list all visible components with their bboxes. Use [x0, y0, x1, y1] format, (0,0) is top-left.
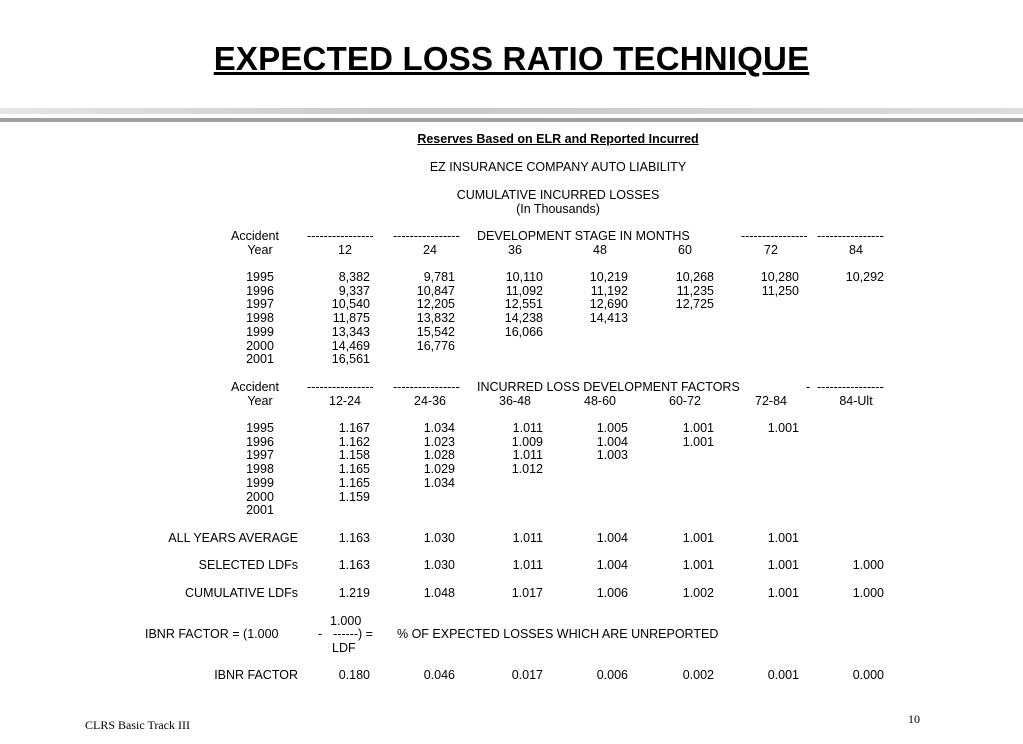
row-year: 2001	[246, 352, 274, 367]
summary-cell: 1.001	[767, 558, 799, 572]
summary-cell: 1.163	[338, 531, 370, 545]
formula-numerator: 1.000	[330, 614, 362, 628]
row-year: 2000	[246, 489, 274, 504]
summary-cell: 1.030	[423, 558, 455, 572]
table-cell: 11,250	[761, 283, 799, 298]
table-cell: 10,847	[416, 283, 455, 298]
divider-light	[0, 108, 1023, 114]
column-header: 48	[593, 243, 607, 257]
dash-separator: ----------------	[817, 229, 884, 243]
column-header: 24-36	[414, 394, 446, 408]
formula-right: % OF EXPECTED LOSSES WHICH ARE UNREPORTED	[397, 627, 719, 641]
table-cell: 1.028	[423, 448, 455, 463]
table-cell: 11,235	[676, 283, 714, 298]
dash-separator: ----------------	[393, 229, 460, 243]
table-cell: 1.034	[423, 421, 455, 435]
ibnr-label: IBNR FACTOR	[214, 668, 298, 682]
summary-cell: 1.006	[596, 586, 628, 600]
ibnr-cell: 0.000	[852, 668, 884, 682]
table-cell: 1.029	[423, 462, 455, 477]
table-cell: 1.001	[767, 421, 799, 435]
table-cell: 10,219	[589, 270, 628, 284]
table-cell: 1.001	[682, 434, 714, 449]
column-header: 36-48	[499, 394, 531, 408]
table-cell: 1.023	[423, 434, 455, 449]
row-year: 1998	[246, 311, 274, 326]
summary-cell: 1.001	[682, 558, 714, 572]
table-cell: 10,292	[845, 270, 884, 284]
summary-cell: 1.001	[682, 531, 714, 545]
losses-title: CUMULATIVE INCURRED LOSSES	[456, 188, 660, 202]
ibnr-cell: 0.006	[596, 668, 628, 682]
column-header: 12	[338, 243, 352, 257]
table-cell: 1.167	[338, 421, 370, 435]
summary-cell: 1.004	[596, 531, 628, 545]
table-cell: 11,092	[505, 283, 543, 298]
summary-cell: 1.001	[767, 531, 799, 545]
dash-separator: ----------------	[741, 229, 808, 243]
row-year: 2000	[246, 338, 274, 353]
table-cell: 16,561	[331, 352, 370, 367]
table-cell: 1.003	[596, 448, 628, 463]
table-cell: 9,337	[338, 283, 370, 298]
row-year: 1999	[246, 324, 274, 339]
table-cell: 1.011	[512, 448, 543, 463]
table-heading: Reserves Based on ELR and Reported Incurred	[417, 132, 699, 146]
row-year: 1998	[246, 462, 274, 477]
table-cell: 1.034	[423, 475, 455, 490]
summary-cell: 1.011	[512, 531, 543, 545]
summary-cell: 1.017	[511, 586, 543, 600]
table-cell: 16,066	[504, 324, 543, 339]
table-cell: 10,268	[675, 270, 714, 284]
table-cell: 13,832	[416, 311, 455, 326]
table-cell: 16,776	[416, 338, 455, 353]
company-name: EZ INSURANCE COMPANY AUTO LIABILITY	[429, 160, 687, 174]
table-cell: 1.012	[511, 462, 543, 477]
table-cell: 1.005	[596, 421, 628, 435]
table-cell: 1.004	[596, 434, 628, 449]
summary-cell: 1.000	[852, 586, 884, 600]
row-year: 1995	[246, 270, 274, 284]
summary-cell: 1.163	[338, 558, 370, 572]
table-cell: 8,382	[338, 270, 370, 284]
dash-separator: ----------------	[307, 229, 374, 243]
accident-label: Accident	[231, 229, 279, 243]
units-note: (In Thousands)	[516, 202, 600, 216]
footer-course: CLRS Basic Track III	[85, 718, 190, 732]
table-cell: 10,540	[331, 297, 370, 312]
development-factors-header: INCURRED LOSS DEVELOPMENT FACTORS	[477, 380, 740, 394]
column-header: 60-72	[669, 394, 701, 408]
table-cell: 1.162	[338, 434, 370, 449]
ibnr-cell: 0.017	[511, 668, 543, 682]
development-stage-header: DEVELOPMENT STAGE IN MONTHS	[477, 229, 690, 243]
summary-cell: 1.000	[852, 558, 884, 572]
dash-separator: ----------------	[393, 380, 460, 394]
table-cell: 14,469	[331, 338, 370, 353]
summary-cell: 1.048	[423, 586, 455, 600]
ibnr-cell: 0.180	[338, 668, 370, 682]
table-cell: 12,205	[416, 297, 455, 312]
column-header: 12-24	[329, 394, 361, 408]
formula-denominator: LDF	[332, 641, 356, 655]
column-header: 72	[764, 243, 778, 257]
table-cell: 13,343	[331, 324, 370, 339]
column-header: 84-Ult	[839, 394, 873, 408]
table-cell: 9,781	[423, 270, 455, 284]
table-cell: 10,110	[505, 270, 543, 284]
table-cell: 14,238	[504, 311, 543, 326]
column-header: 48-60	[584, 394, 616, 408]
accident-label: Accident	[231, 380, 279, 394]
table-cell: 12,725	[675, 297, 714, 312]
summary-label: SELECTED LDFs	[198, 558, 298, 572]
ibnr-cell: 0.046	[423, 668, 455, 682]
table-cell: 1.165	[338, 462, 370, 477]
page-title: EXPECTED LOSS RATIO TECHNIQUE	[213, 40, 810, 77]
divider-dark	[0, 118, 1023, 122]
table-cell: 1.158	[338, 448, 370, 463]
row-year: 1997	[246, 297, 274, 312]
table-cell: 1.011	[512, 421, 543, 435]
table-cell: 10,280	[760, 270, 799, 284]
formula-fraction-bar: ------) =	[333, 627, 373, 641]
table-cell: 15,542	[416, 324, 455, 339]
summary-cell: 1.001	[767, 586, 799, 600]
row-year: 1996	[246, 283, 274, 298]
ibnr-cell: 0.001	[767, 668, 799, 682]
row-year: 1997	[246, 448, 274, 463]
row-year: 1999	[246, 475, 274, 490]
table-cell: 14,413	[589, 311, 628, 326]
formula-minus: -	[318, 627, 323, 641]
column-header: 60	[678, 243, 692, 257]
row-year: 2001	[246, 503, 274, 518]
dash-separator: -	[806, 380, 811, 394]
summary-cell: 1.030	[423, 531, 455, 545]
summary-label: ALL YEARS AVERAGE	[168, 531, 298, 545]
dash-separator: ----------------	[307, 380, 374, 394]
ibnr-cell: 0.002	[682, 668, 714, 682]
year-label: Year	[247, 394, 273, 408]
summary-label: CUMULATIVE LDFs	[185, 586, 298, 600]
dash-separator: ----------------	[817, 380, 884, 394]
column-header: 72-84	[755, 394, 787, 408]
summary-cell: 1.004	[596, 558, 628, 572]
column-header: 84	[849, 243, 863, 257]
row-year: 1996	[246, 434, 274, 449]
summary-cell: 1.002	[682, 586, 714, 600]
table-cell: 11,192	[590, 283, 628, 298]
table-cell: 12,690	[589, 297, 628, 312]
table-cell: 1.009	[511, 434, 543, 449]
year-label: Year	[247, 243, 273, 257]
table-cell: 1.001	[682, 421, 714, 435]
column-header: 24	[423, 243, 437, 257]
table-cell: 11,875	[332, 311, 370, 326]
table-cell: 1.159	[338, 489, 370, 504]
formula-left: IBNR FACTOR = (1.000	[145, 627, 279, 641]
row-year: 1995	[246, 421, 274, 435]
table-cell: 12,551	[504, 297, 543, 312]
summary-cell: 1.011	[512, 558, 543, 572]
footer-page-number: 10	[908, 712, 920, 726]
table-cell: 1.165	[338, 475, 370, 490]
column-header: 36	[508, 243, 522, 257]
summary-cell: 1.219	[338, 586, 370, 600]
